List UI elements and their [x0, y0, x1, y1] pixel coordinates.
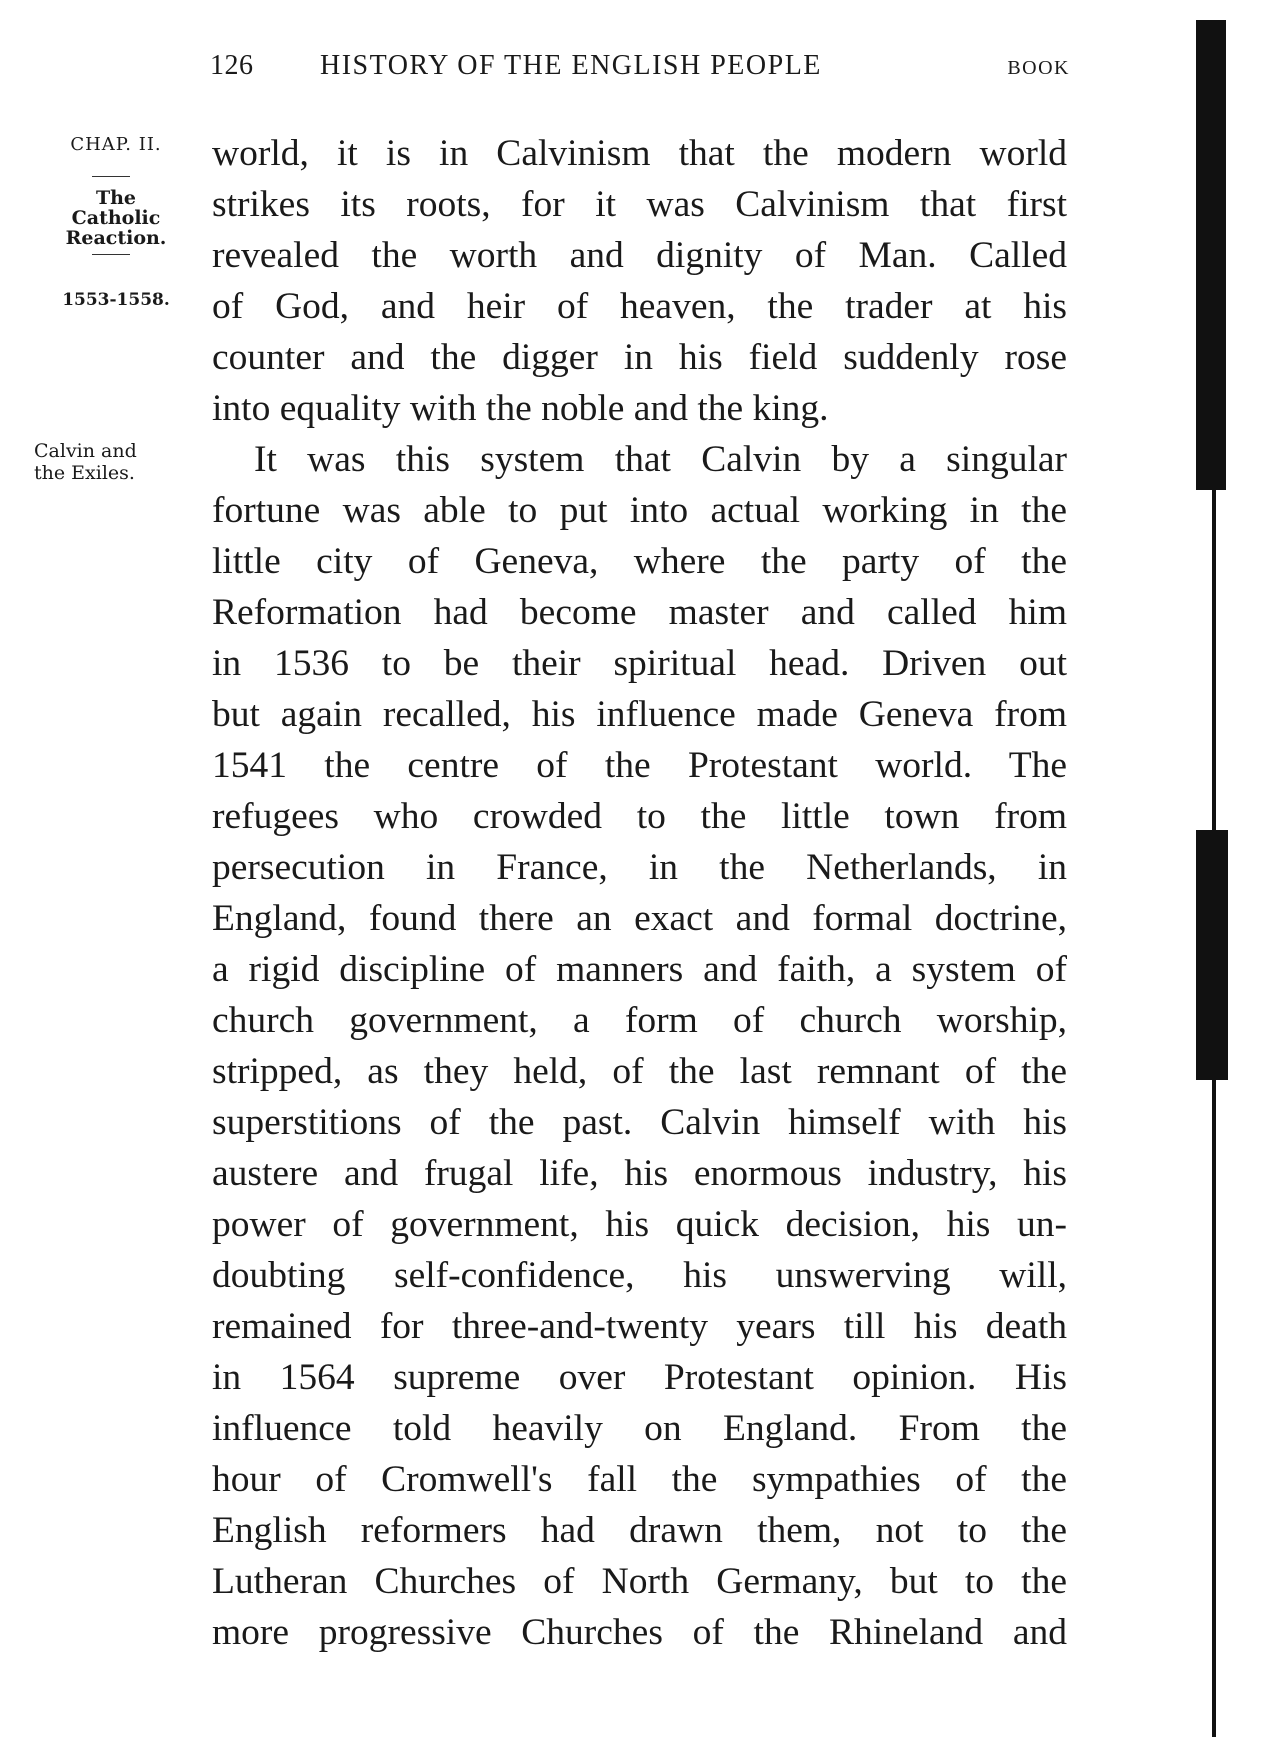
scan-binding-shadow: [1196, 830, 1228, 1080]
chapter-label: CHAP. II.: [70, 134, 162, 155]
text-line: England, found there an exact and formal doctrine,: [212, 898, 1067, 939]
text-line: remained for three-and-twenty years till his death: [212, 1306, 1067, 1347]
text-line: of God, and heir of heaven, the trader at his: [212, 286, 1067, 327]
text-line: revealed the worth and dignity of Man. Called: [212, 235, 1067, 276]
scan-binding-shadow: [1212, 490, 1216, 830]
text-line: Reformation had become master and called him: [212, 592, 1067, 633]
text-line: little city of Geneva, where the party of the: [212, 541, 1067, 582]
sidenote-line: Calvin and: [34, 440, 137, 462]
scan-binding-shadow: [1212, 1080, 1216, 1737]
text-line: counter and the digger in his field suddenly rose: [212, 337, 1067, 378]
sidenote: [34, 440, 194, 484]
margin-divider: [92, 176, 130, 177]
text-line: English reformers had drawn them, not to the: [212, 1510, 1067, 1551]
running-title: HISTORY OF THE ENGLISH PEOPLE: [320, 50, 822, 81]
text-line: fortune was able to put into actual working in the: [212, 490, 1067, 531]
body-text: [212, 128, 1067, 1658]
text-line: influence told heavily on England. From the: [212, 1408, 1067, 1449]
text-line: in 1536 to be their spiritual head. Driven out: [212, 643, 1067, 684]
text-line: into equality with the noble and the king.: [212, 388, 829, 429]
subject-line: Reaction.: [65, 227, 167, 249]
subject-line: Catholic: [71, 207, 161, 229]
subject-note: [36, 188, 196, 248]
text-line: Lutheran Churches of North Germany, but to the: [212, 1561, 1067, 1602]
text-line: more progressive Churches of the Rhineland and: [212, 1612, 1067, 1653]
date-range: 1553-1558.: [62, 290, 170, 310]
text-line: but again recalled, his influence made Geneva from: [212, 694, 1067, 735]
text-line: hour of Cromwell's fall the sympathies of the: [212, 1459, 1067, 1500]
text-line: stripped, as they held, of the last remnant of the: [212, 1051, 1067, 1092]
text-line: doubting self-confidence, his unswerving will,: [212, 1255, 1067, 1296]
scan-binding-shadow: [1196, 20, 1226, 490]
text-line: power of government, his quick decision, his un-: [212, 1204, 1067, 1245]
text-line: 1541 the centre of the Protestant world. The: [212, 745, 1067, 786]
text-line: strikes its roots, for it was Calvinism that first: [212, 184, 1067, 225]
running-header: [210, 50, 1070, 90]
page-number: 126: [210, 50, 254, 81]
margin-divider: [92, 254, 130, 255]
subject-line: The: [95, 187, 137, 209]
book-label: BOOK: [1007, 57, 1070, 79]
text-line: refugees who crowded to the little town from: [212, 796, 1067, 837]
text-line: a rigid discipline of manners and faith, a system of: [212, 949, 1067, 990]
text-line: It was this system that Calvin by a singular: [254, 439, 1067, 480]
text-line: persecution in France, in the Netherlands, in: [212, 847, 1067, 888]
text-line: in 1564 supreme over Protestant opinion. His: [212, 1357, 1067, 1398]
text-line: superstitions of the past. Calvin himself with his: [212, 1102, 1067, 1143]
sidenote-line: the Exiles.: [34, 462, 135, 484]
text-line: church government, a form of church worship,: [212, 1000, 1067, 1041]
text-line: world, it is in Calvinism that the modern world: [212, 133, 1067, 174]
text-line: austere and frugal life, his enormous industry, his: [212, 1153, 1067, 1194]
